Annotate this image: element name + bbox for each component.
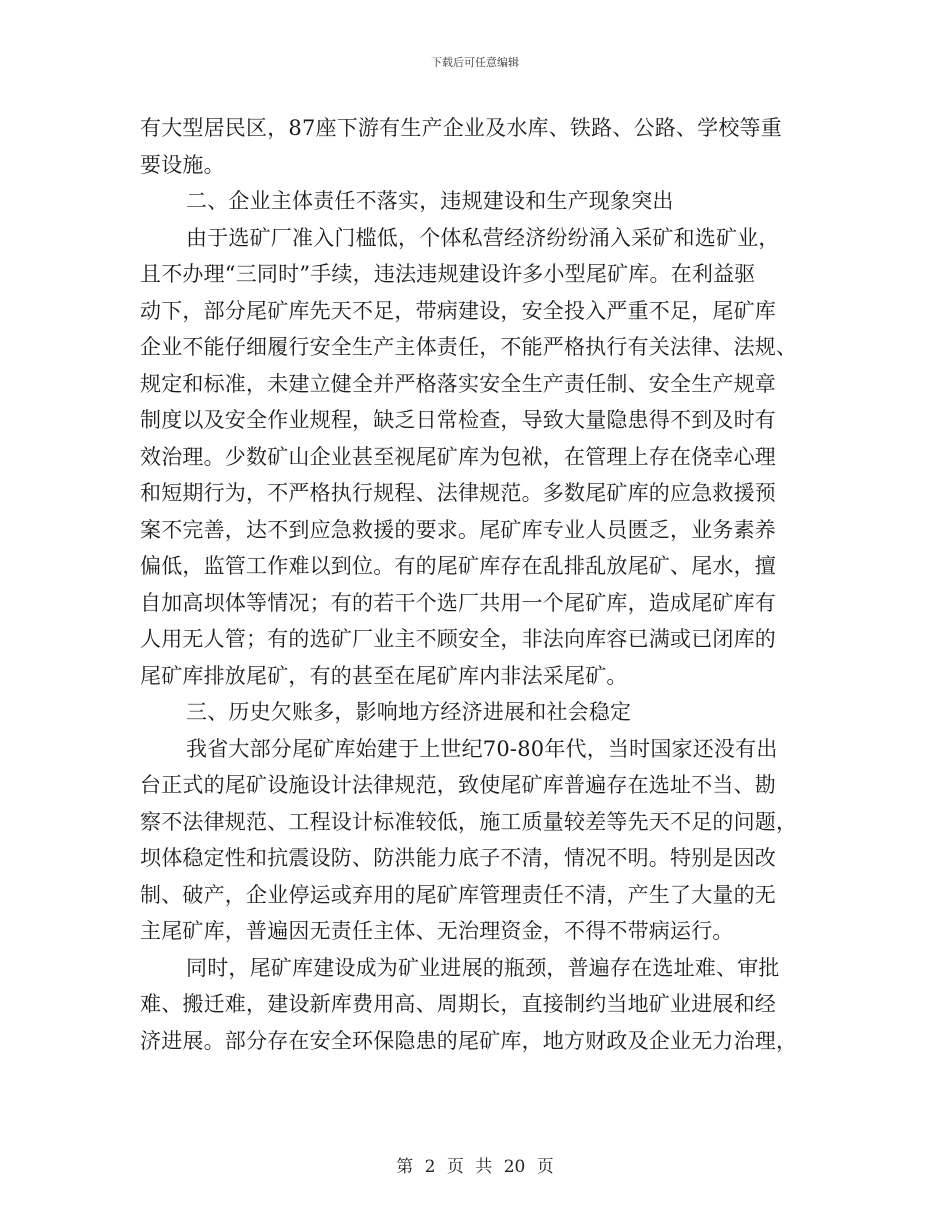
text-line: 效治理。少数矿山企业甚至视尾矿库为包袱，在管理上存在侥幸心理: [140, 444, 776, 469]
text-line: 同时，尾矿库建设成为矿业进展的瓶颈，普遍存在选址难、审批: [186, 955, 780, 980]
text-line: 三、历史欠账多，影响地方经济进展和社会稳定: [186, 700, 632, 724]
text-line: 台正式的尾矿设施设计法律规范，致使尾矿库普遍存在选址不当、勘: [140, 773, 776, 797]
text-line: 察不法律规范、工程设计标准较低，施工质量较差等先天不足的问题，: [140, 809, 798, 834]
text-line: 且不办理“三同时”手续，违法违规建设许多小型尾矿库。在利益驱: [140, 262, 756, 286]
text-line: 难、搬迁难，建设新库费用高、周期长，直接制约当地矿业进展和经: [140, 992, 776, 1016]
text-line: 制度以及安全作业规程，缺乏日常检查，导致大量隐患得不到及时有: [140, 408, 776, 432]
text-line: 尾矿库排放尾矿，有的甚至在尾矿库内非法采尾矿。: [140, 663, 628, 688]
text-line: 要设施。: [140, 152, 225, 177]
header-note: 下载后可任意编辑: [431, 56, 519, 69]
text-line: 有大型居民区，87座下游有生产企业及水库、铁路、公路、学校等重: [140, 116, 782, 140]
document-body: [140, 110, 800, 1059]
text-line: 我省大部分尾矿库始建于上世纪70-80年代，当时国家还没有出: [186, 736, 778, 761]
text-line: 坝体稳定性和抗震设防、防洪能力底子不清，情况不明。特别是因改: [140, 846, 776, 870]
text-line: 规定和标准，未建立健全并严格落实安全生产责任制、安全生产规章: [140, 371, 776, 396]
page-footer: 第 2 页 共 20 页: [396, 1157, 554, 1177]
text-line: 自加高坝体等情况；有的若干个选厂共用一个尾矿库，造成尾矿库有: [140, 590, 776, 615]
text-line: 制、破产，企业停运或弃用的尾矿库管理责任不清，产生了大量的无: [140, 882, 776, 907]
text-line: 动下，部分尾矿库先天不足，带病建设，安全投入严重不足，尾矿库: [140, 298, 776, 323]
text-line: 济进展。部分存在安全环保隐患的尾矿库，地方财政及企业无力治理，: [140, 1028, 798, 1053]
text-line: 企业不能仔细履行安全生产主体责任，不能严格执行有关法律、法规、: [140, 335, 798, 359]
text-line: 主尾矿库，普遍因无责任主体、无治理资金，不得不带病运行。: [140, 919, 734, 943]
text-line: 二、企业主体责任不落实，违规建设和生产现象突出: [186, 189, 674, 213]
text-line: 案不完善，达不到应急救援的要求。尾矿库专业人员匮乏，业务素养: [140, 517, 776, 542]
text-line: 人用无人管；有的选矿厂业主不顾安全，非法向库容已满或已闭库的: [140, 627, 776, 651]
text-line: 由于选矿厂准入门槛低，个体私营经济纷纷涌入采矿和选矿业，: [186, 225, 780, 250]
text-line: 和短期行为，不严格执行规程、法律规范。多数尾矿库的应急救援预: [140, 481, 776, 505]
text-line: 偏低，监管工作难以到位。有的尾矿库存在乱排乱放尾矿、尾水，擅: [140, 554, 776, 578]
